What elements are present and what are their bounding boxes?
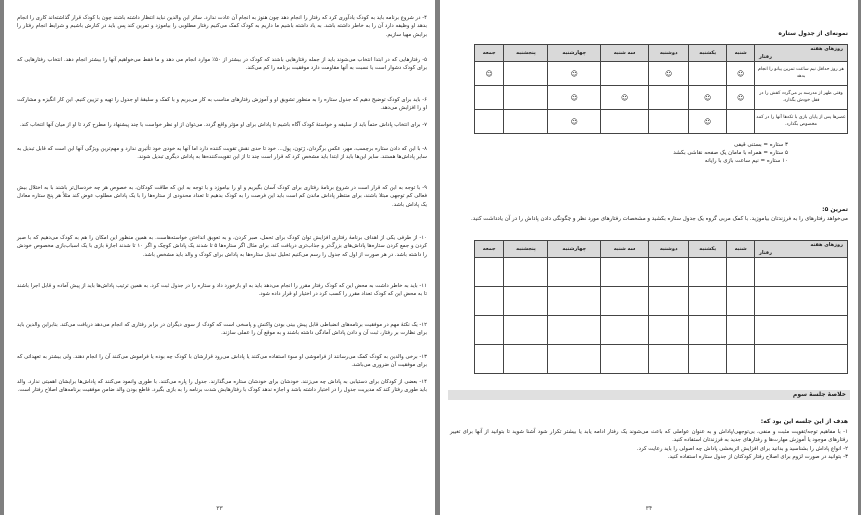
corner-behavior-label: رفتار [759,250,772,256]
exercise-text: می‌خواهد رفتارهای را به فرزندتان بیاموزید. با کمک مربی گروه یک جدول ستاره بکشید و مشخصات رفتارهای مورد نظر و چگونگی دادن پاداش را در آن یادداشت کنید. [470,216,848,222]
behavior-cell: هر روز حداقل نیم ساعت تمرین پیانو را انجام بدهد [755,62,848,86]
goal-item: ۲- انواع پاداش را بشناسید و بدانید برای افزایش اثربخشی پاداش چه اصولی را باید رعایت کرد. [636,445,848,452]
paragraph-10: ۱۰- از طرفی یکی از اهداف برنامهٔ رفتاری افزایش توان کودک برای تحمل، صبر کردن، و به تعویق انداختن خواسته‌هاست. به همین منظور این امکان را هم به کودک می‌دهیم که با صبر کردن و جمع کردن ستاره‌ها پاداش‌های بزرگ‌تر و جذاب‌تری دریافت کند. برای مثال اگر ستاره‌ها ۵ تا شدند یک پاداش کوچک و اگر ۱۰ تا شدند اجازهٔ بازی با یک اسباب‌بازی مخصوص خودش را داشته باشد. در هر صورت از اول که جدول را رسم می‌کنیم تحلیل تبدیل ستاره‌ها به پاداش برای کودک و والد باید مشخص باشد. [17,235,427,258]
legend-item: ۵ ستاره = همراه با مامان یک صفحه نقاشی بکشد [673,150,788,156]
smiley-icon: ☺ [570,69,578,78]
smiley-icon: ☺ [737,69,745,78]
day-header: شنبه [727,241,755,258]
legend-item: ۱۰ ستاره = نیم ساعت بازی با رایانه [704,158,788,164]
smiley-icon: ☺ [737,93,745,102]
smiley-icon: ☺ [704,117,712,126]
day-header: جمعه [475,45,504,62]
day-header: شنبه [727,45,755,62]
paragraph-8: ۸- با این که دادن ستاره برچسب، مهر، عکس برگردان، ژتون، پول... خود تا حدی نقش تقویت کننده دارد اما آنها به خودی خود تأثیری ندارد و مهم‌ترین ویژگی آنها این است که قابل تبدیل به سایر پاداش‌ها هستند. سایر این‌ها باید از ابتدا باید مشخص کرد که قرار است چند تا از این تقویت‌کننده‌ها به پاداش دیگری تبدیل شوند. [17,146,427,161]
goal-item: ۱- با مفاهیم توجه/تقویت مثبت و منفی، بی‌توجهی/پاداش و به عنوان عواملی که باعث می‌شوند یک رفتار ادامه یابد یا بیشتر تکرار شود آشنا شوید تا بتوانید از آنها برای تغییر رفتارهای موجود یا آموزش مهارت‌ها و رفتارهای جدید به فرزندتان استفاده کنید. [450,429,848,444]
empty-star-chart-table [474,240,848,374]
star-chart-table [474,44,848,134]
goal-item: ۳- بتوانید در صورت لزوم برای اصلاح رفتار کودکتان از جدول ستاره استفاده کنید. [667,453,848,460]
day-header: چهارشنبه [548,241,601,258]
behavior-cell: وقتی ظهر از مدرسه بر می‌گردد کفش را در قفل خودش بگذارد. [755,86,848,110]
paragraph-4: ۴- در شروع برنامه باید به کودک یادآوری کرد که رفتار را انجام دهد چون هنوز به انجام آن عادت ندارد. سائر این والدین نباید انتظار داشته باشند چون با کودک قرار گذاشته‌اند کاری را انجام بدهد او وظیفه دارد آن را به خاطر داشته باشد. به یاد داشته باشیم ما داریم به کودک کمک می‌کنیم رفتار مطلوبی را بیاموزد و تمرین کند پس باید در کنارش باشیم و شرایط انجام رفتار را برایش مهیا سازیم. [17,15,427,38]
paragraph-9: ۹- با توجه به این که قرار است در شروع برنامهٔ رفتاری برای کودک آسان بگیریم و او را بیاموزد و با توجه به این که طاقت کودکان، به خصوص هر چه خردسال‌تر باشند با به اختلال بیش فعالی کم توجهی مبتلا باشند، برای منتظر پاداش ماندن کم است باید این فرصت را به کودک بدهیم تا تعداد محدودی از ستاره‌ها را با یک پاداش مطلوب عوض کند مثلاً هر پنج ستاره معادل یک پاداش باشد. [17,185,427,208]
exercise-title: تمرین ۵: [822,206,848,213]
corner-header [755,241,848,258]
reward-legend [673,141,788,165]
paragraph-5: ۵- رفتارهایی که در ابتدا انتخاب می‌شوند باید از جمله رفتارهایی باشند که کودک در بیشتر از ۵۰٪ موارد انجام می دهد و ما فقط می‌خواهیم آنها را بیشتر انجام دهد. انتخاب رفتارهایی که برای کودک دشوار است یا نسبت به آنها مقاومت دارد موفقیت برنامه را کم می‌کند. [17,57,427,72]
day-header: پنجشنبه [504,45,548,62]
smiley-icon: ☺ [570,117,578,126]
legend-item: ۳ ستاره = بستنی قیفی [733,142,788,148]
day-header: چهارشنبه [548,45,601,62]
day-header: دوشنبه [649,241,689,258]
paragraph-6: ۶- باید برای کودک توضیح دهیم که جدول ستاره را به منظور تشویق او و آموزش رفتارهای مناسب به کار می‌بریم و با کمک و سلیقهٔ او جدول را تهیه و تزیین کنیم. این کار انگیزه و مشارکت او را افزایش می‌دهد. [17,97,427,112]
paragraph-12: ۱۲- یک نکتهٔ مهم در موفقیت برنامه‌های انضباطی قابل پیش بینی بودن واکنش و پاسخی است که کودک از سوی دیگران در برابر رفتاری که انجام می‌دهد دریافت می‌کند. بنابراین والدین باید برای نظارت بر رفتار، ثبت آن و دادن پاداش آمادگی داشته باشند و به موقع آن را عملی سازند. [17,322,427,337]
behavior-cell: عصرها پس از پایان بازی با تکه‌ها آنها را در کمد مخصوص بگذارد. [755,110,848,134]
smiley-icon: ☺ [665,69,673,78]
day-header: جمعه [475,241,504,258]
corner-header [755,45,848,62]
paragraph-14: ۱۴- بعضی از کودکان برای دستیابی به پاداش چه می‌زنند. خودشان برای خودشان ستاره می‌گذارند. جدول را پاره می‌کنند. با طوری وانمود می‌کنند که پاداش‌ها برایشان اهمیتی ندارد. والد باید طوری رفتار کند که مدیریت جدول را در اختیار داشته باشد و اجازه ندهد کودک با رفتارهایش شدت برنامه را به بازی بگیرد. قاطع بودن والد ضامن موفقیت برنامه‌های اصلاح رفتار است. [17,379,427,394]
day-header: یکشنبه [689,45,727,62]
smiley-icon: ☺ [704,93,712,102]
corner-days-label: روزهای هفته [810,242,843,248]
paragraph-13: ۱۳- برخی والدین به کودک کمک می‌رسانند از فراموشی او سوء استفاده می‌کنند یا پاداش می‌رود قرارشان با کودک چه بوده یا فراموش می‌کنند آن را انجام دهند. ولی بیشتر به تعهداتی که برای موفقیت آن ضروری می‌باشد. [17,354,427,369]
page-number: ۳۳ [216,505,223,512]
day-header: سه شنبه [600,45,648,62]
paragraph-7: ۷- برای انتخاب پاداش حتماً باید از سلیقه و خواستهٔ کودک آگاه باشیم تا پاداش برای او مؤثر واقع گردد. می‌توان از او نظر خواست یا چند پیشنهاد را مطرح کرد تا او از میان آنها انتخاب کند. [19,122,427,128]
day-header: پنجشنبه [504,241,548,258]
page-number: ۳۴ [645,505,653,512]
right-page [440,0,858,515]
corner-behavior-label: رفتار [759,54,772,60]
goals-title: هدف از این جلسه این بود که: [760,418,848,425]
day-header: دوشنبه [649,45,689,62]
paragraph-11: ۱۱- باید به خاطر داشت به محض این که کودک رفتار مقرر را انجام می‌دهد باید به او بازخورد داد و ستاره را در جدول ثبت کرد. به همین ترتیب پاداش‌ها باید از پیش آماده و قابل اجرا باشند تا به محض این که کودک تعداد مقرر را کسب کرد در اختیار او قرار داده شود. [17,283,427,298]
smiley-icon: ☺ [485,69,493,78]
day-header: یکشنبه [689,241,727,258]
goals-list [450,428,848,461]
smiley-icon: ☺ [620,93,629,102]
sample-table-title: نمونه‌ای از جدول ستاره [778,30,848,37]
summary-title: خلاصهٔ جلسهٔ سوم [448,390,850,400]
smiley-icon: ☺ [570,93,578,102]
day-header: سه شنبه [600,241,648,258]
corner-days-label: روزهای هفته [810,46,843,52]
left-page [4,0,435,515]
